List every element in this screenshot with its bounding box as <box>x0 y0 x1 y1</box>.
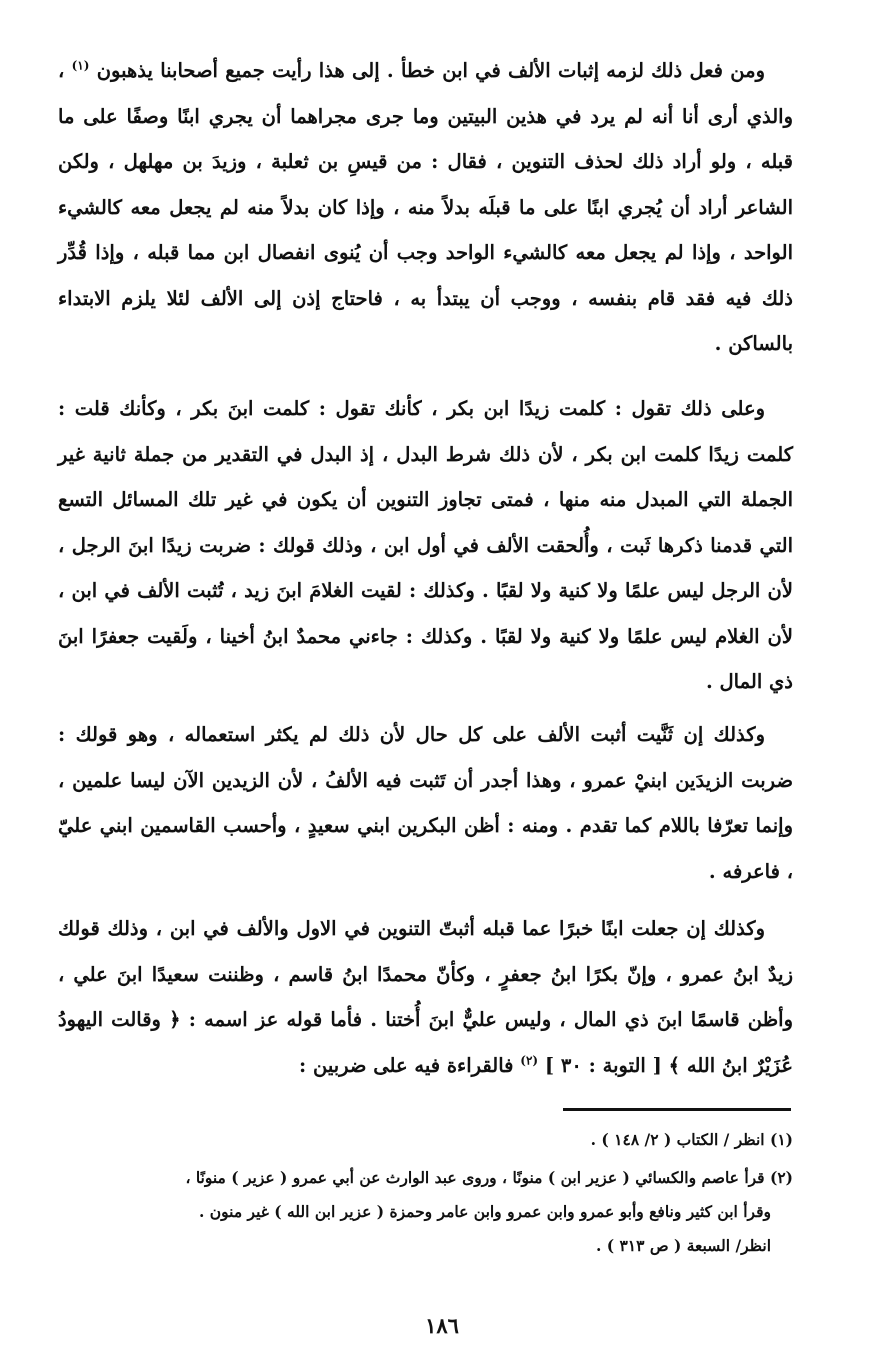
footnote-ref-2: (٢) <box>520 1053 539 1067</box>
paragraph-4 <box>58 906 793 1088</box>
page-number: ١٨٦ <box>425 1313 459 1338</box>
paragraph-1-text-a: ومن فعل ذلك لزمه إثبات الألف في ابن خطأ . إلى هذا رأيت جميع أصحابنا يذهبون <box>96 59 765 82</box>
footnote-2 <box>58 1161 793 1263</box>
paragraph-4-text-b: فالقراءة فيه على ضربين : <box>299 1053 514 1077</box>
paragraph-3-text: وكذلك إن ثَنَّيت أثبت الألف على كل حال لأن ذلك لم يكثر استعماله ، وهو قولك : ضربت الزيدَين ابنيْ عمرو ، وهذا أجدر أن تَثبت فيه الألفُ ، لأن الزيدين الآن ليسا علمين ، وإنما تعرّفا باللام كما تقدم . ومنه : أظن البكرين ابني سعيدٍ ، وأحسب القاسمين ابني عليّ ، فاعرفه . <box>58 723 793 883</box>
surah-reference: [ التوبة : ٣٠ ] <box>544 1053 662 1077</box>
quran-verse: ﴿ وقالت اليهودُ عُزَيْرٌ ابنُ الله ﴾ <box>58 1008 793 1077</box>
footnote-2-line-1: (٢) قرأ عاصم والكسائي ( عزير ابن ) منونًا ، وروى عبد الوارث عن أبي عمرو ( عزير ) منونًا ، <box>185 1168 793 1187</box>
paragraph-2 <box>58 386 793 705</box>
footnote-2-line-2: وقرأ ابن كثير ونافع وأبو عمرو وابن عمرو وابن عامر وحمزة ( عزير ابن الله ) غير منون . <box>198 1202 771 1221</box>
footnote-ref-1: (١) <box>71 58 90 73</box>
paragraph-4-text-a: وكذلك إن جعلت ابنًا خبرًا عما قبله أثبتّ التنوين في الاول والألف في ابن ، وذلك قولك زيدٌ ابنُ عمرو ، وإنّ بكرًا ابنُ جعفرٍ ، وكأنّ محمدًا ابنُ قاسم ، وظننت سعيدًا ابنَ علي ، وأظن قاسمًا ابنَ ذي المال ، وليس عليٌّ ابنَ أُختنا . فأما قوله عز اسمه : <box>58 917 793 1031</box>
footnote-1 <box>58 1123 793 1157</box>
paragraph-1 <box>58 48 793 367</box>
paragraph-2-text: وعلى ذلك تقول : كلمت زيدًا ابن بكر ، كأنك تقول : كلمت ابنَ بكر ، وكأنك قلت : كلمت زيدًا كلمت ابن بكر ، لأن ذلك شرط البدل ، إذ البدل في التقدير من جملة ثانية غير الجملة التي المبدل منه منها ، فمتى تجاوز التنوين أن يكون في غير تلك المسائل التسع التي قدمنا ذكرها ثَبت ، وأُلحقت الألف في أول ابن ، وذلك قولك : ضربت زيدًا ابنَ الرجل ، لأن الرجل ليس علمًا ولا كنية ولا لقبًا . وكذلك : لقيت الغلامَ ابنَ زيد ، تُثبت الألف في ابن ، لأن الغلام ليس علمًا ولا كنية ولا لقبًا . وكذلك : جاءني محمدٌ ابنُ أخينا ، ولَقيت جعفرًا ابنَ ذي المال . <box>58 397 793 693</box>
footnote-divider <box>563 1108 791 1111</box>
footnote-2-line-3: انظر/ السبعة ( ص ٣١٣ ) . <box>595 1236 771 1255</box>
footnote-1-text: (١) انظر / الكتاب ( ٢/ ١٤٨ ) . <box>590 1130 793 1149</box>
paragraph-1-text-b: ، والذي أرى أنا أنه لم يرد في هذين البيتين وما جرى مجراهما أن يجري ابنًا وصفًا على ما قبله ، ولو أراد ذلك لحذف التنوين ، فقال : من قيسِ بن ثعلبة ، وزيدَ بن مهلهل ، ولكن الشاعر أراد أن يُجري ابنًا على ما قبلَه بدلاً منه ، وإذا كان بدلاً منه لم يجعل معه كالشيء الواحد ، وإذا لم يجعل معه كالشيء الواحد وجب أن يُنوى انفصال ابن مما قبله ، وإذا قُدِّر ذلك فيه فقد قام بنفسه ، ووجب أن يبتدأ به ، فاحتاج إذن إلى الألف لئلا يلزم الابتداء بالساكن . <box>58 59 793 355</box>
paragraph-3 <box>58 712 793 894</box>
